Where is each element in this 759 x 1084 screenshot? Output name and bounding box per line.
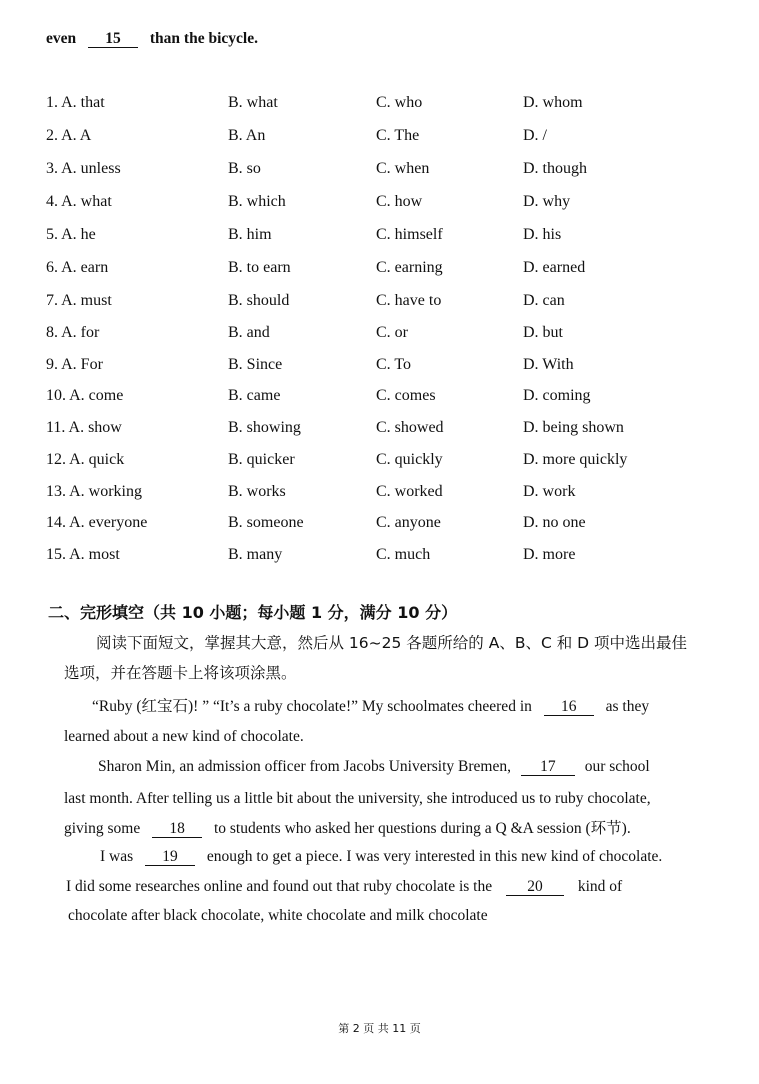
option-row [0, 259, 759, 283]
option-d: D. whom [523, 94, 583, 111]
text: I was [100, 848, 134, 865]
passage-line [92, 692, 649, 722]
page-footer: 第 2 页 共 11 页 [338, 1022, 421, 1035]
option-a: 7. A. must [46, 292, 112, 309]
option-c: C. or [376, 324, 408, 341]
text: even [46, 30, 77, 47]
blank-17: 17 [521, 759, 575, 776]
option-row [0, 514, 759, 538]
option-b: B. which [228, 193, 286, 210]
option-c: C. himself [376, 226, 443, 243]
blank-20: 20 [506, 879, 564, 896]
option-row [0, 226, 759, 250]
option-d: D. work [523, 483, 576, 500]
option-d: D. more quickly [523, 451, 628, 468]
option-a: 14. A. everyone [46, 514, 148, 531]
text: to students who asked her questions during a Q &A session (环节). [213, 820, 631, 837]
option-row [0, 483, 759, 507]
passage-line: learned about a new kind of chocolate. [64, 728, 304, 745]
option-b: B. came [228, 387, 281, 404]
option-c: C. To [376, 356, 412, 373]
blank-15: 15 [88, 31, 138, 48]
option-c: C. when [376, 160, 430, 177]
option-a: 15. A. most [46, 546, 120, 563]
option-c: C. worked [376, 483, 443, 500]
option-c: C. how [376, 193, 423, 210]
option-a: 6. A. earn [46, 259, 109, 276]
option-b: B. many [228, 546, 283, 563]
option-c: C. have to [376, 292, 442, 309]
option-b: B. and [228, 324, 270, 341]
option-b: B. should [228, 292, 290, 309]
passage-line [100, 842, 662, 872]
option-row [0, 356, 759, 380]
option-c: C. The [376, 127, 420, 144]
option-a: 2. A. A [46, 127, 92, 144]
option-d: D. more [523, 546, 576, 563]
option-d: D. being shown [523, 419, 624, 436]
option-a: 4. A. what [46, 193, 112, 210]
option-a: 10. A. come [46, 387, 124, 404]
option-a: 1. A. that [46, 94, 105, 111]
option-a: 12. A. quick [46, 451, 125, 468]
option-b: B. him [228, 226, 272, 243]
text: I did some researches online and found out that ruby chocolate is the [66, 878, 493, 895]
option-d: D. / [523, 127, 547, 144]
passage-line [66, 872, 622, 902]
option-d: D. but [523, 324, 563, 341]
passage-line: chocolate after black chocolate, white chocolate and milk chocolate [68, 907, 488, 924]
option-d: D. his [523, 226, 562, 243]
option-d: D. With [523, 356, 574, 373]
text: kind of [577, 878, 623, 895]
passage-line [64, 814, 631, 844]
option-c: C. who [376, 94, 423, 111]
option-d: D. why [523, 193, 571, 210]
option-row [0, 324, 759, 348]
option-c: C. comes [376, 387, 436, 404]
blank-18: 18 [152, 821, 202, 838]
blank-19: 19 [145, 849, 195, 866]
option-row [0, 193, 759, 217]
option-b: B. what [228, 94, 278, 111]
option-b: B. An [228, 127, 266, 144]
option-d: D. earned [523, 259, 586, 276]
option-row [0, 292, 759, 316]
passage-line [98, 752, 650, 782]
option-a: 8. A. for [46, 324, 100, 341]
option-c: C. earning [376, 259, 443, 276]
option-b: B. so [228, 160, 261, 177]
section-instruction: 阅读下面短文，掌握其大意，然后从 16~25 各题所给的 A、B、C 和 D 项中选出最佳选项，并在答题卡上将该项涂黑。 [64, 634, 687, 682]
option-row [0, 94, 759, 118]
option-d: D. though [523, 160, 587, 177]
option-a: 9. A. For [46, 356, 103, 373]
text: Sharon Min, an admission officer from Jacobs University Bremen, [98, 758, 511, 775]
option-b: B. quicker [228, 451, 295, 468]
option-d: D. can [523, 292, 565, 309]
option-row [0, 419, 759, 443]
option-a: 3. A. unless [46, 160, 121, 177]
section-title: 二、完形填空（共 10 小题；每小题 1 分，满分 10 分） [48, 603, 458, 622]
option-row [0, 160, 759, 184]
passage-line: last month. After telling us a little bit about the university, she introduced us to ruby chocolate, [64, 790, 651, 807]
text: than the bicycle. [149, 30, 258, 47]
option-c: C. quickly [376, 451, 443, 468]
option-row [0, 546, 759, 570]
option-d: D. no one [523, 514, 586, 531]
option-row [0, 387, 759, 411]
option-a: 11. A. show [46, 419, 122, 436]
option-b: B. someone [228, 514, 304, 531]
text: “Ruby (红宝石)! ” “It’s a ruby chocolate!” My schoolmates cheered in [92, 698, 532, 715]
option-c: C. anyone [376, 514, 441, 531]
option-c: C. much [376, 546, 431, 563]
question-15-stem-end [46, 30, 258, 48]
text: enough to get a piece. I was very interested in this new kind of chocolate. [206, 848, 663, 865]
option-row [0, 127, 759, 151]
option-c: C. showed [376, 419, 444, 436]
option-b: B. Since [228, 356, 283, 373]
option-row [0, 451, 759, 475]
option-a: 5. A. he [46, 226, 96, 243]
option-a: 13. A. working [46, 483, 142, 500]
text: as they [605, 698, 650, 715]
text: giving some [64, 820, 141, 837]
option-b: B. showing [228, 419, 301, 436]
option-b: B. works [228, 483, 286, 500]
text: our school [584, 758, 650, 775]
option-d: D. coming [523, 387, 591, 404]
blank-16: 16 [544, 699, 594, 716]
option-b: B. to earn [228, 259, 291, 276]
